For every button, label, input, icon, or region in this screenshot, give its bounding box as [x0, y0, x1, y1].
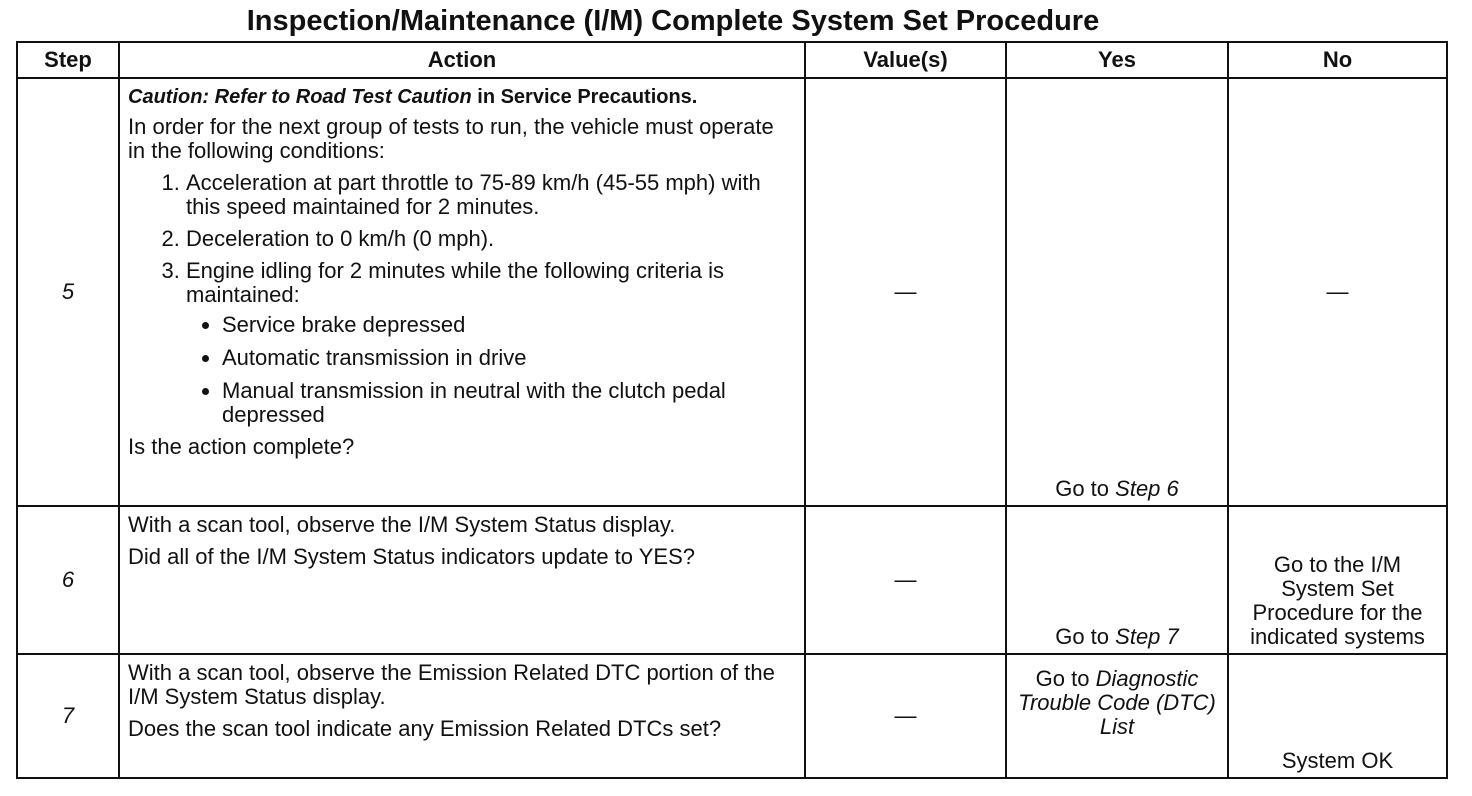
- yes-cell: [1006, 78, 1228, 506]
- step-number: 5: [17, 78, 119, 506]
- value-dash: —: [894, 567, 917, 592]
- list-item: 2. Deceleration to 0 km/h (0 mph).: [186, 227, 796, 251]
- action-question: Does the scan tool indicate any Emission Related DTCs set?: [128, 716, 722, 741]
- list-item: • Manual transmission in neutral with the clutch pedal depressed: [222, 379, 796, 427]
- value-dash: —: [894, 279, 917, 304]
- header-action: Action: [119, 42, 805, 78]
- table-row: [17, 78, 1447, 506]
- value-cell: [805, 78, 1006, 506]
- table-row: [17, 506, 1447, 654]
- no-dash: —: [1326, 279, 1349, 304]
- step-reference: Step 6: [1115, 476, 1179, 501]
- step-number: 6: [17, 506, 119, 654]
- procedure-table: [16, 41, 1448, 779]
- procedure-title: Inspection/Maintenance (I/M) Complete System Set Procedure: [246, 5, 1100, 37]
- action-question: Did all of the I/M System Status indicators update to YES?: [128, 544, 695, 569]
- value-dash: —: [894, 703, 917, 728]
- no-cell: Go to the I/M System Set Procedure for the indicated systems: [1228, 506, 1447, 654]
- action-question: Is the action complete?: [128, 434, 355, 459]
- list-item: • Automatic transmission in drive: [222, 346, 796, 370]
- caution-label: Caution: Refer to Road Test Caution: [128, 86, 472, 108]
- header-yes: Yes: [1006, 42, 1228, 78]
- no-cell: System OK: [1228, 654, 1447, 778]
- list-item-text: Engine idling for 2 minutes while the following criteria is maintained:: [186, 258, 725, 307]
- action-cell: [119, 78, 805, 506]
- yes-cell: [1006, 654, 1228, 778]
- yes-cell: [1006, 506, 1228, 654]
- value-cell: [805, 654, 1006, 778]
- header-step: Step: [17, 42, 119, 78]
- step-number: 7: [17, 654, 119, 778]
- list-item: 1. Acceleration at part throttle to 75-89 km/h (45-55 mph) with this speed maintained for 2 minutes.: [186, 171, 796, 219]
- action-cell: [119, 506, 805, 654]
- caution-note: [128, 85, 796, 109]
- list-item: [186, 259, 796, 427]
- step-reference: Step 7: [1115, 624, 1179, 649]
- list-item: • Service brake depressed: [222, 313, 796, 337]
- yes-prefix: Go to: [1035, 666, 1090, 691]
- no-cell: [1228, 78, 1447, 506]
- dtc-list-reference: Diagnostic Trouble Code (DTC) List: [1018, 666, 1216, 739]
- action-intro: In order for the next group of tests to run, the vehicle must operate in the following conditions:: [128, 114, 774, 163]
- value-cell: [805, 506, 1006, 654]
- header-no: No: [1228, 42, 1447, 78]
- yes-prefix: Go to: [1055, 624, 1110, 649]
- yes-prefix: Go to: [1055, 476, 1110, 501]
- action-cell: [119, 654, 805, 778]
- criteria-list: [186, 313, 796, 427]
- action-instruction: With a scan tool, observe the Emission Related DTC portion of the I/M System Status display.: [128, 660, 775, 709]
- action-instruction: With a scan tool, observe the I/M System Status display.: [128, 512, 676, 537]
- conditions-list: [128, 171, 796, 427]
- caution-text: in Service Precautions.: [477, 86, 698, 108]
- table-row: [17, 654, 1447, 778]
- header-values: Value(s): [805, 42, 1006, 78]
- header-row: [17, 42, 1447, 78]
